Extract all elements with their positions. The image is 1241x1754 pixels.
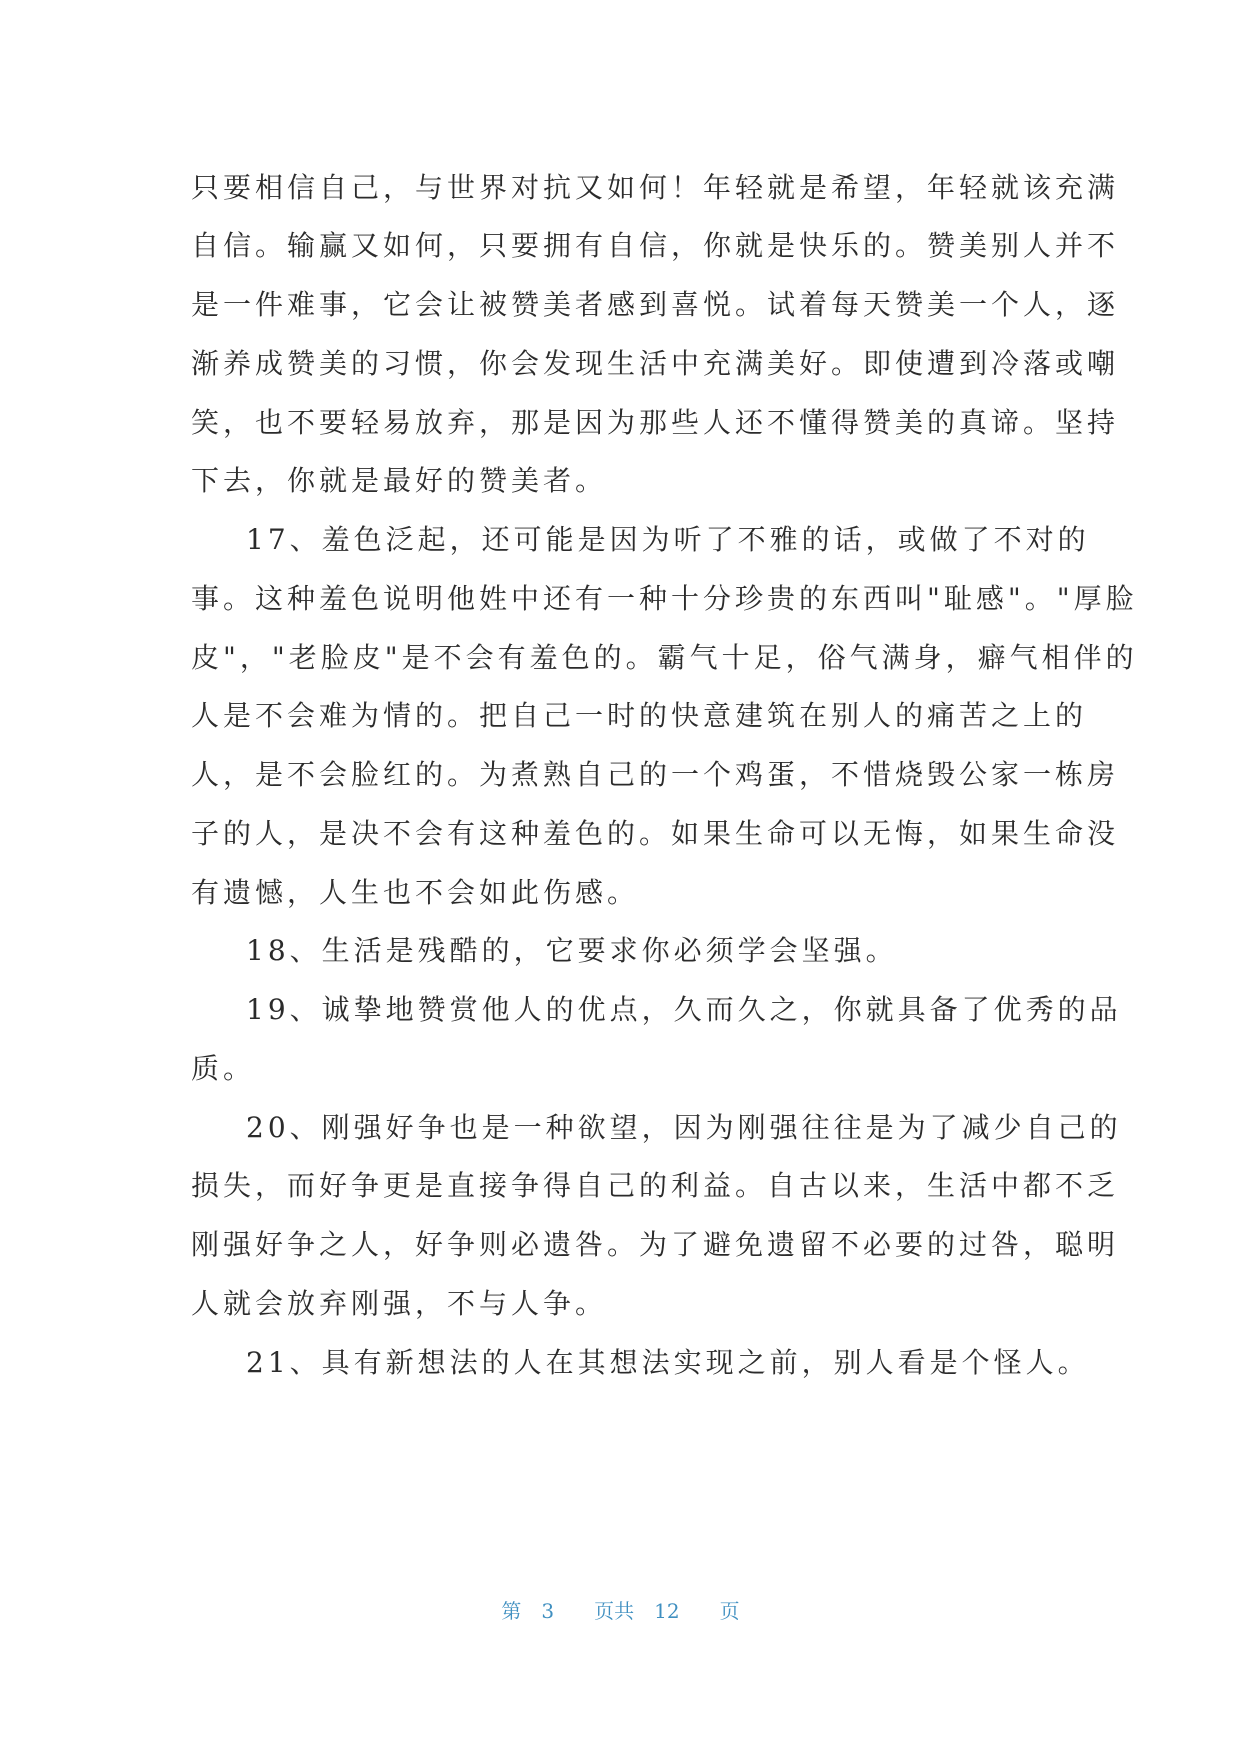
footer-total-pages: 12 [654,1599,680,1623]
paragraph-line: 刚强好争之人，好争则必遗咎。为了避免遗留不必要的过咎，聪明 [191,1228,1120,1261]
paragraph-line: 子的人，是决不会有这种羞色的。如果生命可以无悔，如果生命没 [191,817,1120,850]
footer-label-suffix: 页 [719,1599,740,1623]
paragraph-line: 20、刚强好争也是一种欲望，因为刚强往往是为了减少自己的 [246,1111,1122,1144]
paragraph-line: 下去，你就是最好的赞美者。 [191,464,608,497]
paragraph-line: 人是不会难为情的。把自己一时的快意建筑在别人的痛苦之上的 [191,699,1088,732]
footer-label-prefix: 第 [501,1599,522,1623]
paragraph-line: 笑，也不要轻易放弃，那是因为那些人还不懂得赞美的真谛。坚持 [191,406,1120,439]
paragraph-line: 人就会放弃刚强，不与人争。 [191,1287,608,1320]
paragraph-line: 人，是不会脸红的。为煮熟自己的一个鸡蛋，不惜烧毁公家一栋房 [191,758,1120,791]
footer-current-page: 3 [541,1599,555,1623]
paragraph-line: 21、具有新想法的人在其想法实现之前，别人看是个怪人。 [246,1346,1090,1379]
paragraph-line: 18、生活是残酷的，它要求你必须学会坚强。 [246,934,898,967]
paragraph-line: 17、羞色泛起，还可能是因为听了不雅的话，或做了不对的 [246,523,1090,556]
paragraph-line: 皮"，"老脸皮"是不会有羞色的。霸气十足，俗气满身，癖气相伴的 [191,641,1138,674]
paragraph-line: 19、诚挚地赞赏他人的优点，久而久之，你就具备了优秀的品 [246,993,1122,1026]
paragraph-line: 损失，而好争更是直接争得自己的利益。自古以来，生活中都不乏 [191,1169,1120,1202]
page-footer [0,1597,1241,1625]
paragraph-line: 自信。输赢又如何，只要拥有自信，你就是快乐的。赞美别人并不 [191,229,1120,262]
paragraph-line: 质。 [191,1052,256,1085]
paragraph-line: 是一件难事，它会让被赞美者感到喜悦。试着每天赞美一个人，逐 [191,288,1120,321]
paragraph-line: 有遗憾，人生也不会如此伤感。 [191,876,640,909]
paragraph-line: 渐养成赞美的习惯，你会发现生活中充满美好。即使遭到冷落或嘲 [191,347,1120,380]
paragraph-line: 只要相信自己，与世界对抗又如何！年轻就是希望，年轻就该充满 [191,171,1120,204]
paragraph-line: 事。这种羞色说明他姓中还有一种十分珍贵的东西叫"耻感"。"厚脸 [191,582,1138,615]
footer-label-middle: 页共 [594,1599,635,1623]
